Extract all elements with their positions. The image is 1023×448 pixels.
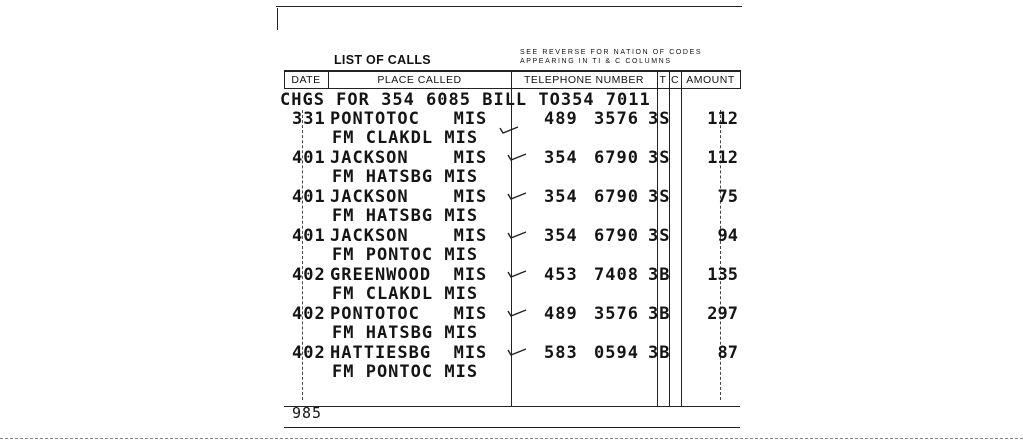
call-date: 401 [292,226,326,246]
footer-rule [284,406,740,407]
call-date: 402 [292,265,326,285]
call-from: FM HATSBG MIS [332,167,479,187]
call-from: FM HATSBG MIS [332,206,479,226]
call-tc-code: 3B [648,304,671,324]
call-tc-code: 3S [648,226,671,246]
call-place: JACKSON MIS [330,226,488,246]
call-place: JACKSON MIS [330,187,488,207]
call-area-code: 354 [544,187,578,207]
call-from: FM HATSBG MIS [332,323,479,343]
call-list-sheet [276,0,742,448]
call-amount: 87 [717,343,738,363]
call-date: 402 [292,304,326,324]
call-from: FM PONTOC MIS [332,362,479,382]
call-from: FM PONTOC MIS [332,245,479,265]
call-amount: 94 [717,226,738,246]
header-right-border [740,70,741,89]
call-tc-code: 3B [648,265,671,285]
call-amount: 75 [717,187,738,207]
reverse-note-line-2: APPEARING IN TI & C COLUMNS [520,58,672,65]
page-edge [0,438,1023,439]
call-place: JACKSON MIS [330,148,488,168]
call-date: 401 [292,187,326,207]
place-column-header: PLACE CALLED [377,74,462,86]
call-amount: 135 [707,265,738,285]
check-mark-icon [506,347,528,357]
call-area-code: 453 [544,265,578,285]
phone-column-header: TELEPHONE NUMBER [523,74,645,86]
call-number: 6790 [594,148,639,168]
bottom-rule [284,427,740,428]
date-column-header: DATE [291,74,321,86]
check-mark-icon [506,152,528,162]
call-place: HATTIESBG MIS [330,343,488,363]
call-area-code: 583 [544,343,578,363]
top-rule [276,6,742,7]
amount-column-header: AMOUNT [686,74,735,86]
call-number: 6790 [594,226,639,246]
call-date: 402 [292,343,326,363]
call-number: 0594 [594,343,639,363]
call-area-code: 489 [544,304,578,324]
call-area-code: 354 [544,226,578,246]
call-number: 3576 [594,304,639,324]
call-from: FM CLAKDL MIS [332,128,479,148]
call-date: 401 [292,148,326,168]
call-amount: 112 [707,109,738,129]
t-column-header: T [659,74,667,86]
call-from: FM CLAKDL MIS [332,284,479,304]
check-mark-icon [506,308,528,318]
call-tc-code: 3B [648,343,671,363]
call-number: 3576 [594,109,639,129]
check-mark-icon [506,230,528,240]
check-mark-icon [498,125,520,135]
call-place: PONTOTOC MIS [330,109,488,129]
call-place: PONTOTOC MIS [330,304,488,324]
call-number: 7408 [594,265,639,285]
call-area-code: 354 [544,148,578,168]
total-value: 985 [292,404,323,422]
form-title: LIST OF CALLS [334,53,431,67]
check-mark-icon [506,191,528,201]
call-tc-code: 3S [648,187,671,207]
call-tc-code: 3S [648,148,671,168]
c-column-header: C [670,74,680,86]
call-amount: 112 [707,148,738,168]
charges-line: CHGS FOR 354 6085 BILL TO354 7011 [280,90,651,110]
call-amount: 297 [707,304,738,324]
call-area-code: 489 [544,109,578,129]
header-bottom-border [284,88,740,89]
check-mark-icon [506,269,528,279]
call-tc-code: 3S [648,109,671,129]
call-place: GREENWOOD MIS [330,265,488,285]
call-number: 6790 [594,187,639,207]
top-left-tick [277,8,278,30]
call-date: 331 [292,109,326,129]
reverse-note-line-1: SEE REVERSE FOR NATION OF CODES [520,49,703,56]
